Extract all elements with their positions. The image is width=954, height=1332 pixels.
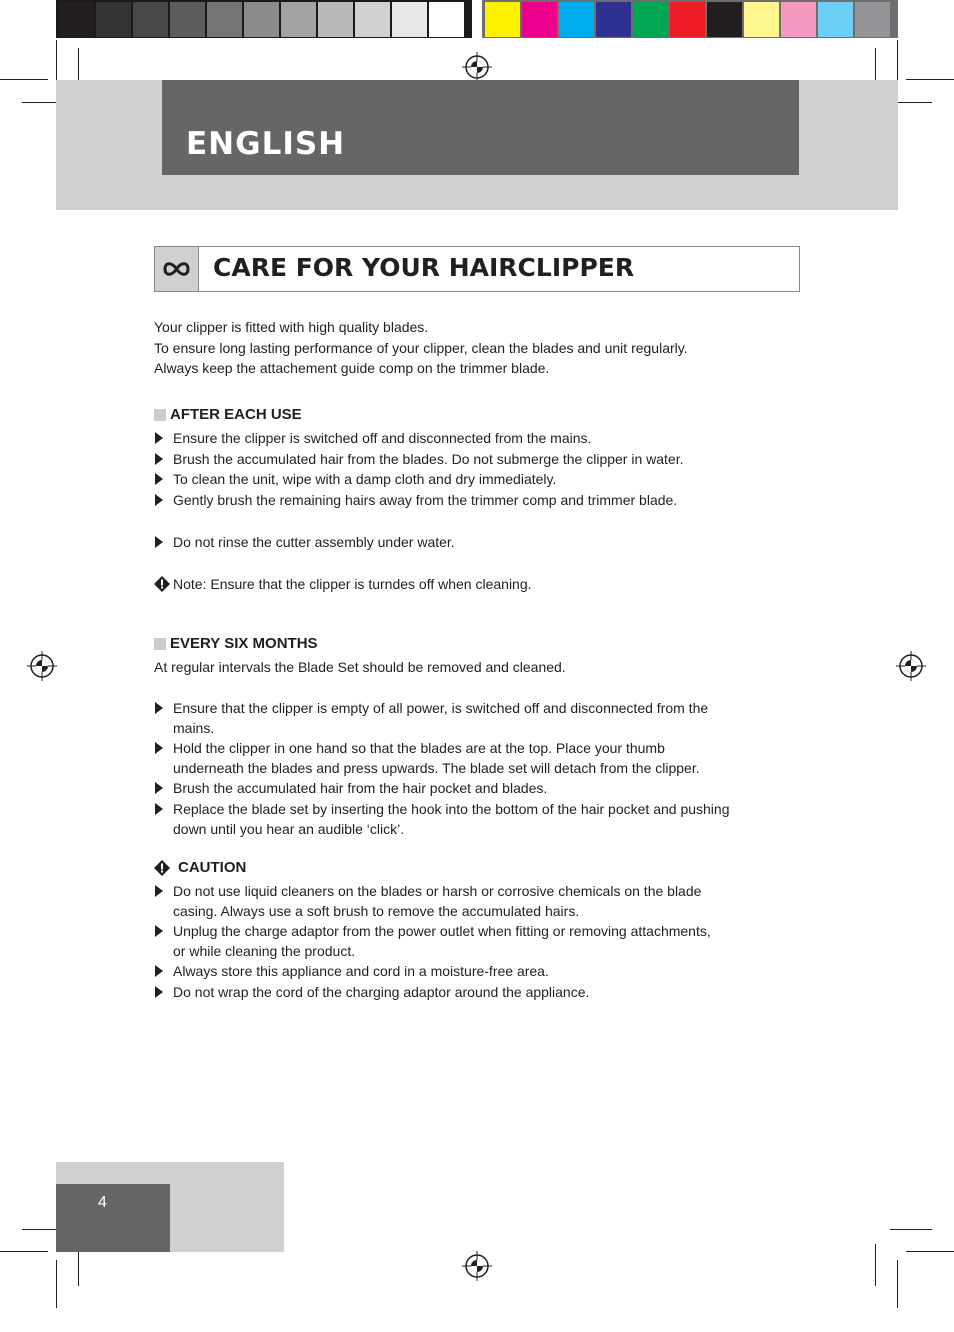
- heading-label: CAUTION: [178, 859, 247, 876]
- calibration-swatch: [392, 2, 427, 37]
- section-icon-box: [155, 247, 199, 291]
- warning-diamond-icon: [154, 860, 170, 876]
- list-item-text: casing. Always use a soft brush to remove the accumulated hairs.: [173, 903, 580, 919]
- arrow-bullet-icon: [155, 494, 163, 506]
- heading-square-icon: [154, 638, 166, 650]
- section-title: CARE FOR YOUR HAIRCLIPPER: [213, 253, 635, 282]
- arrow-bullet-icon: [155, 803, 163, 815]
- list-item: [154, 428, 591, 448]
- list-item-text: underneath the blades and press upwards. The blade set will detach from the clipper.: [173, 760, 700, 776]
- list-item: [154, 982, 589, 1002]
- list-item-text: Do not use liquid cleaners on the blades or harsh or corrosive chemicals on the blade: [173, 883, 702, 899]
- list-item-text: Ensure that the clipper is empty of all power, is switched off and disconnected from the: [173, 700, 709, 716]
- list-item-text: Always store this appliance and cord in a moisture-free area.: [173, 963, 549, 979]
- list-item-text: mains.: [173, 720, 215, 736]
- list-item-text: Hold the clipper in one hand so that the blades are at the top. Place your thumb: [173, 740, 665, 756]
- list-item-text: Brush the accumulated hair from the hair pocket and blades.: [173, 780, 548, 796]
- intro-line: To ensure long lasting performance of your clipper, clean the blades and unit regularly.: [154, 340, 688, 356]
- registration-mark-icon: [27, 651, 57, 681]
- crop-mark: [875, 1244, 876, 1286]
- list-item-text: Unplug the charge adaptor from the power outlet when fitting or removing attachments,: [173, 923, 711, 939]
- calibration-swatch: [559, 2, 594, 37]
- crop-mark: [897, 1260, 898, 1308]
- list-item: [154, 778, 547, 798]
- list-item-text: or while cleaning the product.: [173, 943, 356, 959]
- crop-mark: [890, 1229, 932, 1230]
- crop-mark: [906, 1251, 954, 1252]
- calibration-swatch: [633, 2, 668, 37]
- note-text: Note: Ensure that the clipper is turndes off when cleaning.: [173, 576, 532, 592]
- color-calibration-bar: [485, 0, 890, 38]
- calibration-swatch: [355, 2, 390, 37]
- list-item: [154, 738, 700, 778]
- heading-label: EVERY SIX MONTHS: [170, 635, 318, 652]
- intro-line: Always keep the attachement guide comp on the trimmer blade.: [154, 360, 550, 376]
- list-item: [154, 449, 684, 469]
- list-item-text: Ensure the clipper is switched off and disconnected from the mains.: [173, 430, 592, 446]
- calibration-swatch: [281, 2, 316, 37]
- list-item: [154, 881, 701, 921]
- arrow-bullet-icon: [155, 742, 163, 754]
- arrow-bullet-icon: [155, 965, 163, 977]
- calibration-swatch: [485, 2, 520, 37]
- calibration-swatch: [818, 2, 853, 37]
- calibration-swatch: [781, 2, 816, 37]
- crop-mark: [897, 40, 898, 80]
- arrow-bullet-icon: [155, 885, 163, 897]
- after-each-use-heading: [154, 406, 302, 423]
- crop-mark: [56, 1260, 57, 1308]
- list-item-text: Brush the accumulated hair from the blades. Do not submerge the clipper in water.: [173, 451, 684, 467]
- infinity-icon: [155, 247, 198, 291]
- section-title-box: [154, 246, 800, 292]
- list-item-text: Do not wrap the cord of the charging adaptor around the appliance.: [173, 984, 590, 1000]
- arrow-bullet-icon: [155, 782, 163, 794]
- registration-mark-icon: [462, 1251, 492, 1281]
- calibration-swatch: [133, 2, 168, 37]
- list-item-text: Gently brush the remaining hairs away from the trimmer comp and trimmer blade.: [173, 492, 678, 508]
- warning-diamond-icon: [154, 576, 170, 592]
- arrow-bullet-icon: [155, 536, 163, 548]
- calibration-swatch: [318, 2, 353, 37]
- arrow-bullet-icon: [155, 986, 163, 998]
- arrow-bullet-icon: [155, 432, 163, 444]
- list-item-text: To clean the unit, wipe with a damp cloth and dry immediately.: [173, 471, 557, 487]
- list-item: [154, 921, 711, 961]
- page-number-box: [56, 1184, 170, 1252]
- caution-heading: [154, 859, 246, 876]
- crop-mark: [906, 79, 954, 80]
- calibration-swatch: [244, 2, 279, 37]
- registration-mark-icon: [462, 52, 492, 82]
- intro-line: Your clipper is fitted with high quality blades.: [154, 319, 429, 335]
- registration-mark-icon: [896, 651, 926, 681]
- note-line: [154, 574, 532, 594]
- calibration-swatch: [670, 2, 705, 37]
- list-item: [154, 698, 708, 738]
- crop-mark: [0, 1251, 48, 1252]
- calibration-swatch: [59, 2, 94, 37]
- list-item: [154, 961, 549, 981]
- crop-mark: [0, 79, 48, 80]
- crop-mark: [56, 40, 57, 80]
- arrow-bullet-icon: [155, 925, 163, 937]
- calibration-swatch: [596, 2, 631, 37]
- list-item: [154, 469, 556, 489]
- calibration-swatch: [207, 2, 242, 37]
- list-item-text: Replace the blade set by inserting the hook into the bottom of the hair pocket and pushing: [173, 801, 730, 817]
- every-six-months-heading: [154, 635, 318, 652]
- arrow-bullet-icon: [155, 702, 163, 714]
- list-item: [154, 490, 677, 510]
- calibration-swatch: [170, 2, 205, 37]
- calibration-swatch: [96, 2, 131, 37]
- page-title: ENGLISH: [186, 126, 346, 162]
- heading-label: AFTER EACH USE: [170, 406, 302, 423]
- heading-square-icon: [154, 409, 166, 421]
- calibration-swatch: [429, 2, 464, 37]
- list-item-text: Do not rinse the cutter assembly under water.: [173, 534, 455, 550]
- calibration-swatch: [744, 2, 779, 37]
- calibration-swatch: [522, 2, 557, 37]
- page-number: 4: [98, 1194, 107, 1211]
- six-months-intro: At regular intervals the Blade Set should be removed and cleaned.: [154, 659, 566, 675]
- calibration-swatch: [707, 2, 742, 37]
- gray-calibration-bar: [59, 0, 464, 38]
- arrow-bullet-icon: [155, 473, 163, 485]
- arrow-bullet-icon: [155, 453, 163, 465]
- list-item: [154, 799, 729, 839]
- calibration-swatch: [855, 2, 890, 37]
- list-item: [154, 532, 455, 552]
- list-item-text: down until you hear an audible ‘click’.: [173, 821, 405, 837]
